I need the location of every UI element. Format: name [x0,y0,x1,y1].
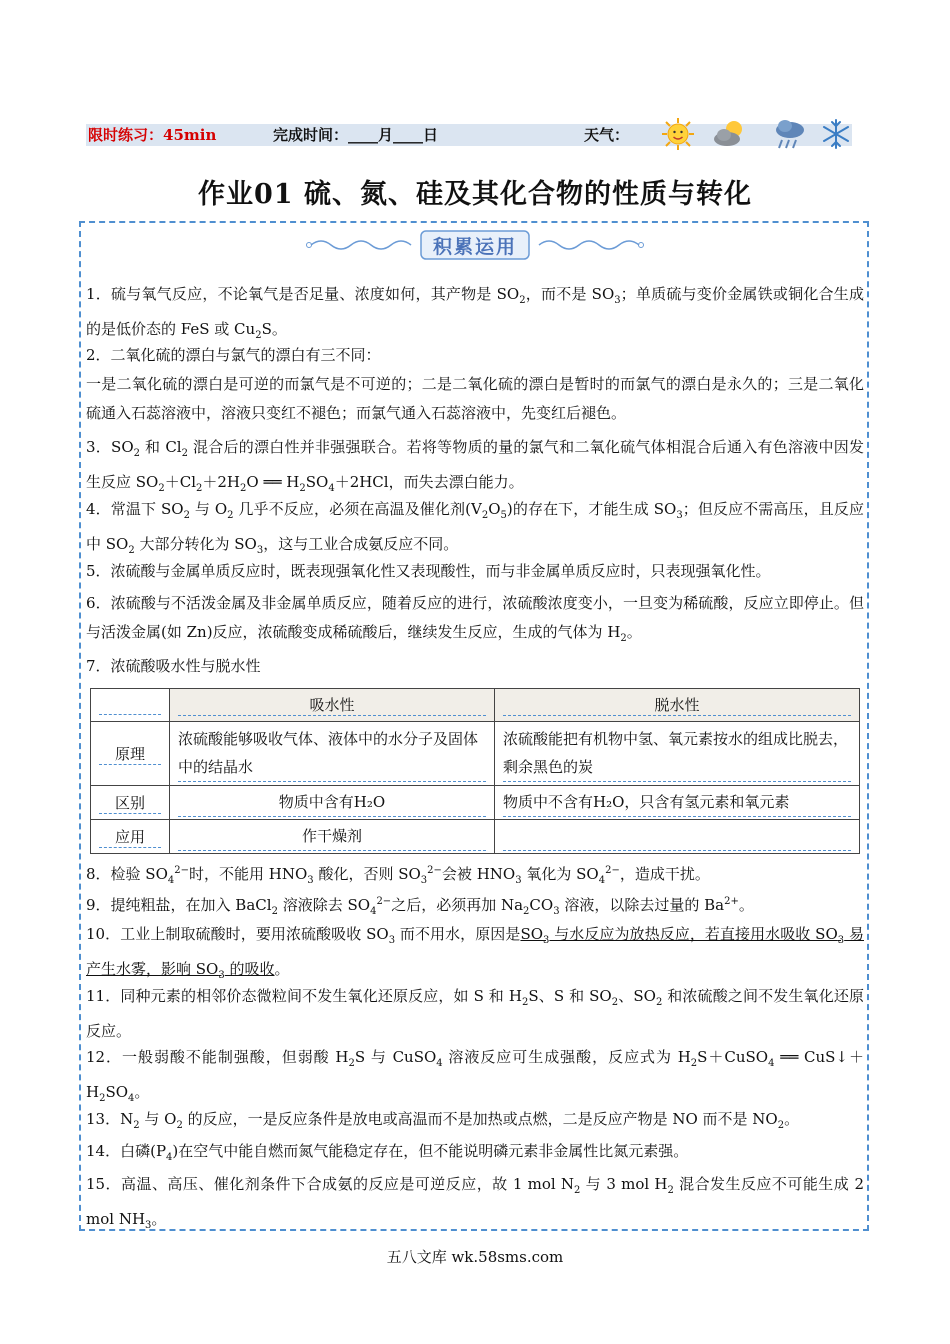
table-cell: 浓硫酸能够吸收气体、液体中的水分子及固体中的结晶水 [170,722,495,786]
list-item-2: 2．二氧化硫的漂白与氯气的漂白有三不同： 一是二氧化硫的漂白是可逆的而氯气是不可逆的；二是二氧化硫的漂白是暂时的而氯气的漂白是永久的；三是二氧化硫通入石蕊溶液中，溶液只变红不褪色；而氯气通入石蕊溶液中，先变红后褪色。 [86,346,864,422]
table-row-label: 应用 [91,820,170,854]
table-row-label: 原理 [91,722,170,786]
list-item-4: 4．常温下 $SO_2$ 与 $O_2$ 几乎不反应，必须在高温及催化剂$(V_2O_5)$的存在下，才能生成 $SO_3$；但反应不需高压，且反应中 $SO_2$ 大部分转化为 $SO_3$，这与工业合成氨反应不同。 [86,500,864,556]
sulfuric-acid-table [90,688,860,854]
list-item-7: 7．浓硫酸吸水性与脱水性 [86,657,261,675]
list-item-5: 5．浓硫酸与金属单质反应时，既表现强氧化性又表现酸性，而与非金属单质反应时，只表现强氧化性。 [86,562,771,580]
rain-cloud-icon [772,117,808,151]
cloudy-sun-icon [712,117,748,151]
section-banner-title: 积累运用 [432,236,517,258]
footer-watermark: 五八文库 wk.58sms.com [386,1248,564,1266]
list-item-11: 11．同种元素的相邻价态微粒间不发生氧化还原反应，如 S 和 $H_2S$、S 和 $SO_2$、$SO_2$ 和浓硫酸之间不发生氧化还原反应。 [86,987,864,1040]
list-item-9: 9．提纯粗盐，在加入 BaCl$_2$ 溶液除去 $SO_4^{2-}$之后，必须再加 $Na_2CO_3$ 溶液，以除去过量的 $Ba^{2+}$。 [86,896,754,917]
table-header-cell: 吸水性 [170,689,495,722]
table-row [91,722,860,786]
table-header-cell [91,689,170,722]
table-row [91,786,860,820]
table-header-row [91,689,860,722]
table-header-cell: 脱水性 [495,689,860,722]
table-cell [495,820,860,854]
list-item-13: 13．$N_2$ 与 $O_2$ 的反应，一是反应条件是放电或高温而不是加热或点燃，二是反应产物是 NO 而不是 $NO_2$。 [86,1110,800,1131]
list-item-8: 8．检验 $SO_4^{2-}$时，不能用 $HNO_3$ 酸化，否则 $SO_3^{2-}$会被 $HNO_3$ 氧化为 $SO_4^{2-}$，造成干扰。 [86,865,710,886]
list-item-1: 1．硫与氧气反应，不论氧气是否足量、浓度如何，其产物是 $SO_2$，而不是 $SO_3$；单质硫与变价金属铁或铜化合生成的是低价态的 FeS 或 $Cu_2S$。 [86,285,865,341]
table-cell: 物质中不含有H₂O，只含有氢元素和氧元素 [495,786,860,820]
table-row-label: 区别 [91,786,170,820]
table-cell: 物质中含有H₂O [170,786,495,820]
time-limit: 限时练习：45min [88,126,217,144]
finish-time: 完成时间：____月____日 [273,126,439,144]
list-item-10: 10．工业上制取硫酸时，要用浓硫酸吸收 $SO_3$ 而不用水，原因是$SO_3$ 与水反应为放热反应，若直接用水吸收 $SO_3$ 易产生水雾，影响 $SO_3$ 的吸收。 [86,925,864,981]
snowflake-icon [818,117,854,151]
list-item-14: 14．白磷$(P_4)$在空气中能自燃而氮气能稳定存在，但不能说明磷元素非金属性比氮元素强。 [86,1142,689,1163]
table-cell: 作干燥剂 [170,820,495,854]
list-item-15: 15．高温、高压、催化剂条件下合成氨的反应是可逆反应，故 1 mol $N_2$ 与 3 mol $H_2$ 混合发生反应不可能生成 2 mol $NH_3$。 [86,1175,864,1231]
list-item-3: 3．$SO_2$ 和 $Cl_2$ 混合后的漂白性并非强强联合。若将等物质的量的氯气和二氧化硫气体相混合后通入有色溶液中因发生反应 $SO_2+Cl_2+2H_2O$ ══ $H_2SO_4+2HCl$，而失去漂白能力。 [86,438,864,494]
table-row [91,820,860,854]
list-item-6: 6．浓硫酸与不活泼金属及非金属单质反应，随着反应的进行，浓硫酸浓度变小，一旦变为稀硫酸，反应立即停止。但与活泼金属(如 Zn)反应，浓硫酸变成稀硫酸后，继续发生反应，生成的气体为 $H_2$。 [86,594,864,644]
sun-icon [660,117,696,151]
list-item-12: 12．一般弱酸不能制强酸，但弱酸 $H_2S$ 与 CuSO$_4$ 溶液反应可生成强酸，反应式为 $H_2S+CuSO_4$ ══ $CuS↓+H_2SO_4$。 [86,1048,864,1104]
table-cell: 浓硫酸能把有机物中氢、氧元素按水的组成比脱去，剩余黑色的炭 [495,722,860,786]
page-title: 作业01 硫、氮、硅及其化合物的性质与转化 [198,179,752,210]
weather-label: 天气： [584,126,630,144]
